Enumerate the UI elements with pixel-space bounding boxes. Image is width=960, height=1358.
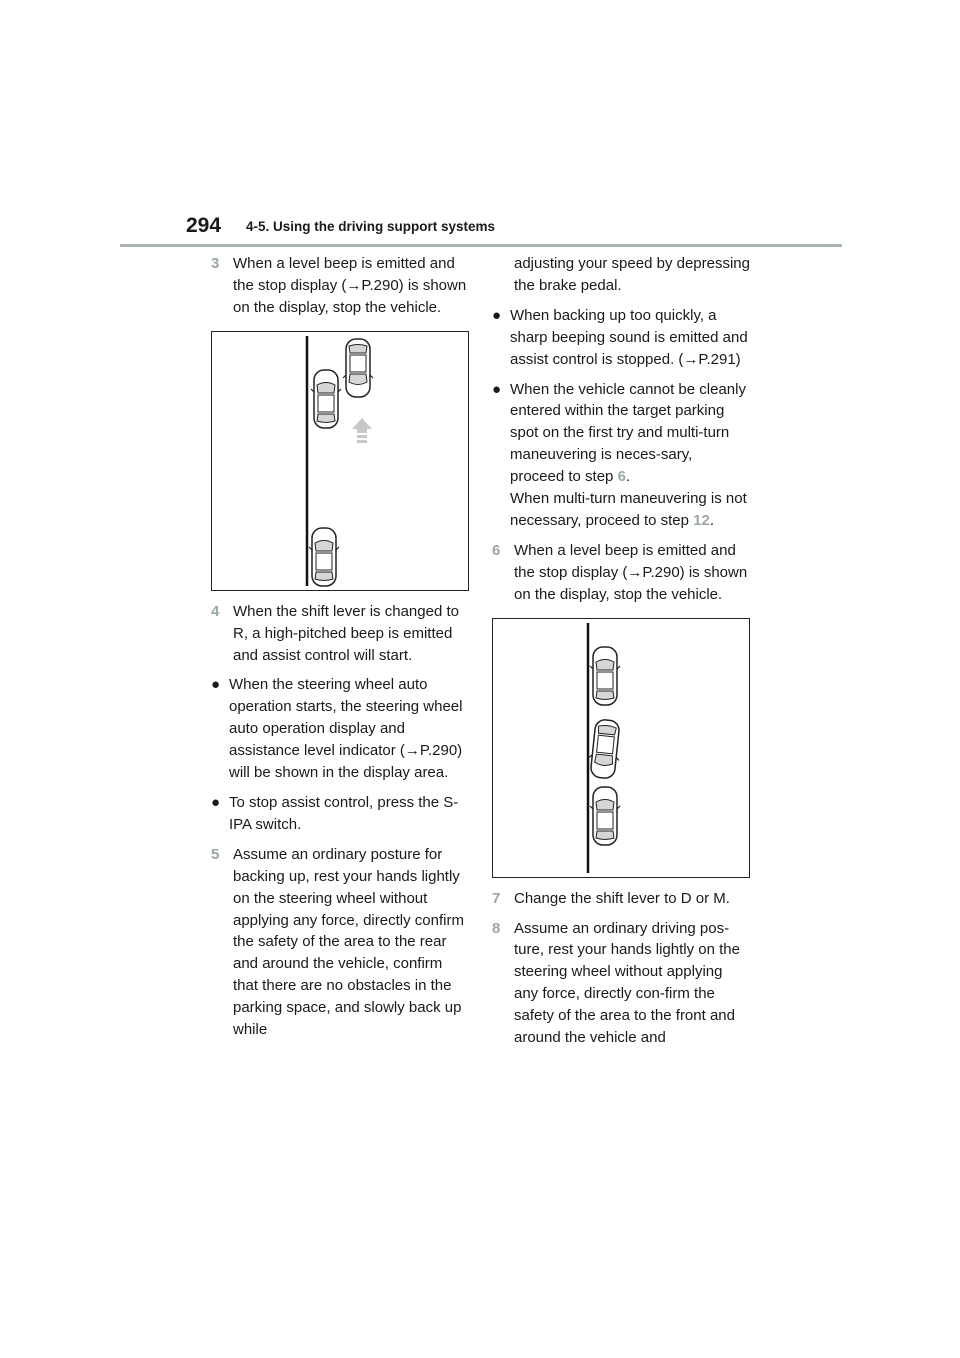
bullet-icon: ●	[211, 676, 221, 694]
step-6	[492, 540, 750, 606]
step-number: 6	[492, 541, 501, 559]
bullet-text-b: .	[625, 468, 631, 486]
step-text: Assume an ordinary posture for backing up, rest your hands lightly on the steering wheel without applying any force, directly confirm the safety of the area to the rear and around the vehicle, confirm that there are no obstacles in the parking space, and slowly back up while	[233, 845, 464, 1039]
step-number: 5	[211, 845, 220, 863]
figure-stop-position	[211, 331, 469, 591]
step-reference: 6	[617, 468, 626, 486]
bullet-text-d: .	[709, 511, 715, 529]
parked-car-rear	[590, 787, 620, 845]
figure-stop-position-illustration	[212, 332, 468, 590]
figure-parked-position-illustration	[493, 619, 749, 877]
bullet-text-a: When the vehicle cannot be cleanly entered within the target parking spot on the first try and multi-turn maneuvering is neces-sary, proceed to step	[510, 380, 746, 486]
bullet-backing-too-quickly	[492, 305, 750, 371]
step-text: When a level beep is emitted and the stop display (→P.290) is shown on the display, stop the vehicle.	[233, 255, 467, 316]
step-8	[492, 918, 750, 1049]
bullet-text: When the steering wheel auto operation starts, the steering wheel auto operation display and assistance level indicator (→P.290) will be shown in the display area.	[229, 676, 463, 782]
bullet-text: To stop assist control, press the S-IPA switch.	[229, 793, 459, 833]
parked-car-rear	[309, 528, 339, 586]
own-vehicle	[343, 339, 373, 397]
step-text: Assume an ordinary driving pos-ture, rest your hands lightly on the steering wheel without applying any force, directly con-firm the safety of the area to the front and around the vehicle and	[514, 919, 740, 1047]
step-number: 8	[492, 919, 501, 937]
own-vehicle	[587, 718, 623, 779]
bullet-auto-operation	[211, 674, 469, 784]
bullet-text-c: When multi-turn maneuvering is not necessary, proceed to step	[510, 490, 747, 529]
step-text: When the shift lever is changed to R, a high-pitched beep is emitted and assist control will start.	[233, 602, 459, 664]
parked-car-front	[590, 647, 620, 705]
step-number: 7	[492, 889, 501, 907]
page-number: 294	[186, 214, 222, 237]
bullet-multi-turn	[492, 379, 750, 532]
header-rule	[120, 244, 842, 247]
figure-parked-position	[492, 618, 750, 878]
parked-car-front	[311, 370, 341, 428]
bullet-text: When backing up too quickly, a sharp beeping sound is emitted and assist control is stopped. (→P.291)	[510, 306, 748, 368]
bullet-icon: ●	[211, 793, 221, 811]
step-reference: 12	[693, 511, 710, 529]
step-5	[211, 844, 469, 1041]
arrow-up-icon	[352, 418, 372, 433]
step-number: 3	[211, 255, 220, 272]
bullet-stop-assist	[211, 792, 469, 836]
left-column	[211, 253, 469, 1049]
right-column	[492, 253, 750, 1057]
step-5-continued: adjusting your speed by depressing the brake pedal.	[514, 255, 750, 294]
step-text: When a level beep is emitted and the stop display (→P.290) is shown on the display, stop the vehicle.	[514, 541, 748, 603]
step-7	[492, 888, 750, 910]
bullet-icon: ●	[492, 380, 502, 398]
step-number: 4	[211, 602, 220, 620]
step-4	[211, 601, 469, 667]
bullet-icon: ●	[492, 306, 502, 324]
section-title: 4-5. Using the driving support systems	[246, 219, 496, 234]
step-text: Change the shift lever to D or M.	[514, 889, 730, 907]
step-3	[211, 253, 469, 319]
